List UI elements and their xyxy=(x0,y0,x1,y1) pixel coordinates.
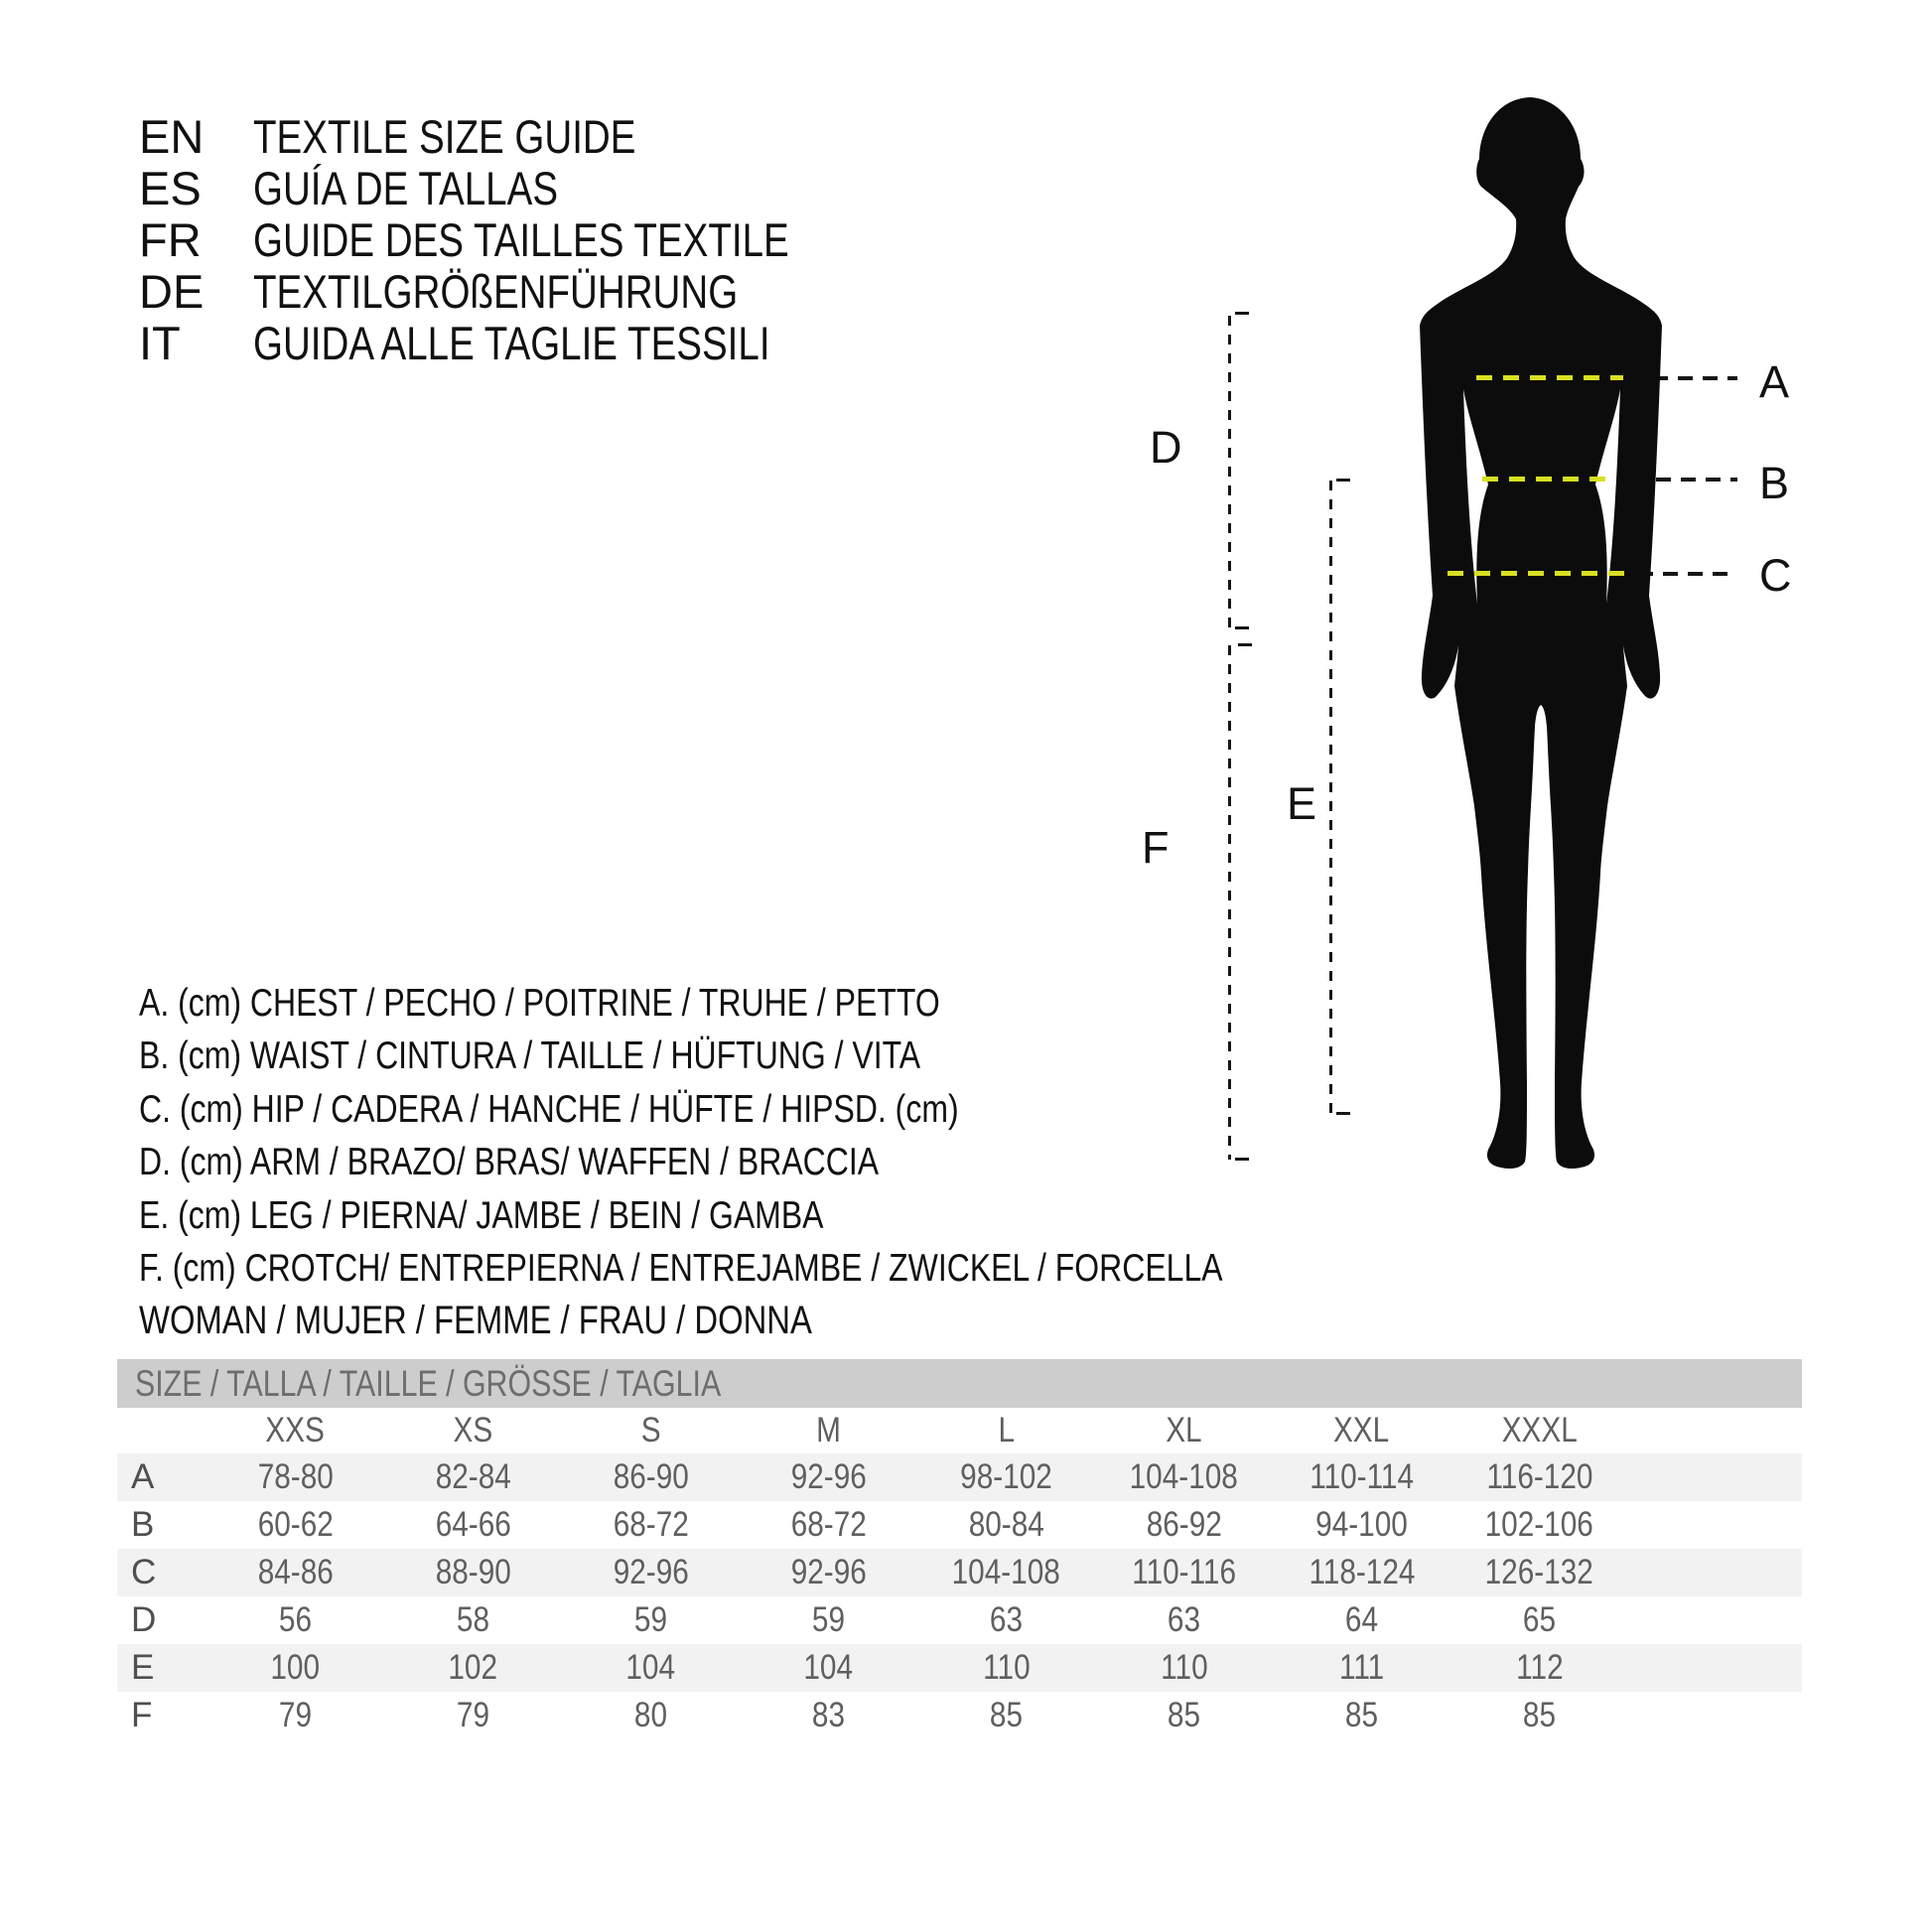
legend-line-chest xyxy=(139,977,1460,1031)
title-block xyxy=(139,111,906,369)
table-header-text: SIZE / TALLA / TAILLE / GRÖSSE / TAGLIA xyxy=(135,1362,722,1404)
cell xyxy=(1273,1696,1450,1735)
cell-text: 102 xyxy=(448,1648,498,1687)
cell-text: 116-120 xyxy=(1486,1457,1592,1496)
cell xyxy=(1273,1648,1450,1688)
cell-text: 104 xyxy=(625,1648,676,1687)
cell-text: 111 xyxy=(1338,1648,1385,1687)
size-col-xl xyxy=(1095,1411,1273,1450)
cell xyxy=(384,1553,562,1592)
cell-text: 98-102 xyxy=(960,1457,1052,1496)
title-row-en xyxy=(139,111,906,163)
cell-text: 92-96 xyxy=(613,1553,689,1591)
cell xyxy=(1450,1600,1628,1640)
crotch-line-top-tick xyxy=(1238,643,1252,646)
cell-text: 84-86 xyxy=(257,1553,334,1591)
legend-line-leg xyxy=(139,1189,1460,1243)
cell-text: 78-80 xyxy=(257,1457,334,1496)
cell-text: 80-84 xyxy=(968,1505,1044,1544)
size-col-xl-text: XL xyxy=(1166,1411,1202,1449)
size-col-l xyxy=(917,1411,1095,1450)
cell xyxy=(384,1648,562,1688)
cell-text: 68-72 xyxy=(613,1505,689,1544)
cell xyxy=(1095,1553,1273,1592)
label-arm: D xyxy=(1150,422,1182,473)
title-row-fr xyxy=(139,214,906,266)
row-label: A xyxy=(131,1457,155,1496)
cell-text: 79 xyxy=(278,1696,313,1734)
legend-text-chest: A. (cm) CHEST / PECHO / POITRINE / TRUHE / PETTO xyxy=(139,981,940,1025)
silhouette-body-path xyxy=(1420,97,1662,1169)
size-col-xs-text: XS xyxy=(453,1411,493,1449)
title-row-de xyxy=(139,266,906,318)
cell-text: 86-92 xyxy=(1146,1505,1222,1544)
cell xyxy=(1450,1696,1628,1735)
leg-line-top-tick xyxy=(1336,479,1350,482)
legend-text-crotch: F. (cm) CROTCH/ ENTREPIERNA / ENTREJAMBE / ZWICKEL / FORCELLA xyxy=(139,1247,1223,1291)
size-col-m-text: M xyxy=(816,1411,841,1449)
legend-line-crotch xyxy=(139,1243,1460,1297)
cell-text: 64 xyxy=(1344,1600,1379,1639)
arm-line-bottom-tick xyxy=(1235,626,1249,629)
cell xyxy=(207,1457,384,1497)
cell-text: 65 xyxy=(1522,1600,1557,1639)
cell-text: 92-96 xyxy=(790,1553,867,1591)
cell xyxy=(917,1457,1095,1497)
cell xyxy=(207,1600,384,1640)
arm-measure-line xyxy=(1228,316,1231,628)
legend-text-leg: E. (cm) LEG / PIERNA/ JAMBE / BEIN / GAMBA xyxy=(139,1193,824,1237)
table-row-d xyxy=(117,1596,1802,1644)
cell-text: 85 xyxy=(1167,1696,1201,1734)
cell-text: 68-72 xyxy=(790,1505,867,1544)
cell-text: 110-116 xyxy=(1132,1553,1236,1591)
cell-text: 104-108 xyxy=(951,1553,1061,1591)
cell xyxy=(740,1457,917,1497)
cell-text: 80 xyxy=(633,1696,668,1734)
legend-line-arm xyxy=(139,1137,1460,1190)
table-row-f xyxy=(117,1692,1802,1739)
cell-text: 92-96 xyxy=(790,1457,867,1496)
cell xyxy=(562,1600,740,1640)
cell-text: 59 xyxy=(811,1600,846,1639)
cell xyxy=(207,1648,384,1688)
title-row-it xyxy=(139,318,906,369)
legend-line-waist xyxy=(139,1031,1460,1084)
measure-legend xyxy=(139,977,1460,1296)
cell-text: 59 xyxy=(633,1600,668,1639)
cell-text: 58 xyxy=(456,1600,490,1639)
cell-text: 85 xyxy=(989,1696,1024,1734)
cell xyxy=(917,1600,1095,1640)
arm-line-top-tick xyxy=(1235,312,1249,315)
cell-text: 88-90 xyxy=(435,1553,511,1591)
table-row-e xyxy=(117,1644,1802,1692)
cell xyxy=(1095,1648,1273,1688)
size-col-s xyxy=(562,1411,740,1450)
cell xyxy=(207,1696,384,1735)
cell-text: 85 xyxy=(1344,1696,1379,1734)
cell xyxy=(740,1648,917,1688)
lang-code-es: ES xyxy=(139,162,202,214)
cell-text: 94-100 xyxy=(1315,1505,1408,1544)
table-row-a xyxy=(117,1453,1802,1501)
lang-code-de: DE xyxy=(139,265,205,318)
cell-text: 83 xyxy=(811,1696,846,1734)
size-col-xxl xyxy=(1273,1411,1450,1450)
cell xyxy=(562,1696,740,1735)
cell xyxy=(1273,1600,1450,1640)
label-crotch: F xyxy=(1142,822,1170,873)
cell-text: 82-84 xyxy=(435,1457,511,1496)
cell xyxy=(1095,1696,1273,1735)
cell-text: 56 xyxy=(278,1600,313,1639)
cell xyxy=(384,1696,562,1735)
title-text-en: TEXTILE SIZE GUIDE xyxy=(253,110,636,163)
cell-text: 112 xyxy=(1515,1648,1564,1687)
size-col-xs xyxy=(384,1411,562,1450)
cell-text: 110 xyxy=(982,1648,1031,1687)
cell xyxy=(917,1505,1095,1545)
cell xyxy=(207,1505,384,1545)
lang-code-it: IT xyxy=(139,317,181,369)
cell xyxy=(1450,1648,1628,1688)
title-text-de: TEXTILGRÖßENFÜHRUNG xyxy=(253,265,739,318)
cell xyxy=(1450,1553,1628,1592)
cell xyxy=(562,1457,740,1497)
table-row-c xyxy=(117,1549,1802,1596)
legend-text-arm: D. (cm) ARM / BRAZO/ BRAS/ WAFFEN / BRACCIA xyxy=(139,1141,880,1184)
cell xyxy=(384,1505,562,1545)
woman-silhouette xyxy=(1390,89,1688,1191)
legend-text-hip: C. (cm) HIP / CADERA / HANCHE / HÜFTE / HIPSD. (cm) xyxy=(139,1087,959,1131)
cell xyxy=(740,1505,917,1545)
cell-text: 110-114 xyxy=(1310,1457,1414,1496)
cell xyxy=(1450,1457,1628,1497)
title-text-es: GUÍA DE TALLAS xyxy=(253,162,559,214)
hip-measure-dash xyxy=(1448,571,1632,576)
chest-measure-dash xyxy=(1476,375,1623,380)
cell xyxy=(1095,1600,1273,1640)
row-label: F xyxy=(131,1696,153,1734)
row-label: C xyxy=(131,1553,157,1591)
cell xyxy=(740,1553,917,1592)
cell xyxy=(1095,1457,1273,1497)
legend-line-hip xyxy=(139,1083,1460,1137)
lang-code-en: EN xyxy=(139,110,205,163)
label-chest: A xyxy=(1759,356,1790,407)
cell-text: 64-66 xyxy=(435,1505,511,1544)
cell-text: 100 xyxy=(270,1648,321,1687)
title-row-es xyxy=(139,163,906,214)
cell xyxy=(917,1553,1095,1592)
cell xyxy=(1273,1457,1450,1497)
cell xyxy=(562,1648,740,1688)
label-hip: C xyxy=(1759,550,1792,601)
row-label: D xyxy=(131,1600,157,1639)
title-text-it: GUIDA ALLE TAGLIE TESSILI xyxy=(253,317,770,369)
size-col-xxs-text: XXS xyxy=(265,1411,326,1449)
legend-text-waist: B. (cm) WAIST / CINTURA / TAILLE / HÜFTUNG / VITA xyxy=(139,1034,921,1078)
row-label: B xyxy=(131,1505,155,1544)
size-col-m xyxy=(740,1411,917,1450)
cell-text: 110 xyxy=(1160,1648,1208,1687)
cell xyxy=(917,1696,1095,1735)
size-col-xxs xyxy=(207,1411,384,1450)
size-col-xxl-text: XXL xyxy=(1333,1411,1390,1449)
size-col-s-text: S xyxy=(640,1411,661,1449)
cell xyxy=(207,1553,384,1592)
size-col-xxxl-text: XXXL xyxy=(1501,1411,1578,1449)
cell xyxy=(384,1457,562,1497)
cell xyxy=(740,1600,917,1640)
waist-measure-dash xyxy=(1482,477,1605,482)
cell-text: 104-108 xyxy=(1129,1457,1239,1496)
cell xyxy=(384,1600,562,1640)
label-leg: E xyxy=(1287,778,1317,829)
gender-heading xyxy=(139,1297,960,1344)
label-waist: B xyxy=(1759,458,1790,508)
cell-text: 118-124 xyxy=(1309,1553,1415,1591)
table-row-b xyxy=(117,1501,1802,1549)
size-columns-row xyxy=(117,1408,1802,1453)
cell xyxy=(1273,1553,1450,1592)
cell xyxy=(562,1505,740,1545)
cell-text: 104 xyxy=(803,1648,854,1687)
table-header-bar xyxy=(117,1359,1802,1408)
cell xyxy=(562,1553,740,1592)
row-label: E xyxy=(131,1648,155,1687)
cell-text: 63 xyxy=(989,1600,1024,1639)
size-col-l-text: L xyxy=(998,1411,1015,1449)
cell xyxy=(740,1696,917,1735)
cell xyxy=(917,1648,1095,1688)
cell-text: 60-62 xyxy=(257,1505,334,1544)
size-col-xxxl xyxy=(1450,1411,1628,1450)
size-table xyxy=(117,1359,1802,1739)
cell-text: 63 xyxy=(1167,1600,1201,1639)
cell xyxy=(1450,1505,1628,1545)
cell-text: 85 xyxy=(1522,1696,1557,1734)
cell-text: 126-132 xyxy=(1484,1553,1594,1591)
cell xyxy=(1273,1505,1450,1545)
lang-code-fr: FR xyxy=(139,213,202,266)
cell-text: 79 xyxy=(456,1696,490,1734)
cell-text: 86-90 xyxy=(613,1457,689,1496)
title-text-fr: GUIDE DES TAILLES TEXTILE xyxy=(253,213,789,266)
cell-text: 102-106 xyxy=(1484,1505,1594,1544)
cell xyxy=(1095,1505,1273,1545)
gender-heading-text: WOMAN / MUJER / FEMME / FRAU / DONNA xyxy=(139,1298,812,1342)
